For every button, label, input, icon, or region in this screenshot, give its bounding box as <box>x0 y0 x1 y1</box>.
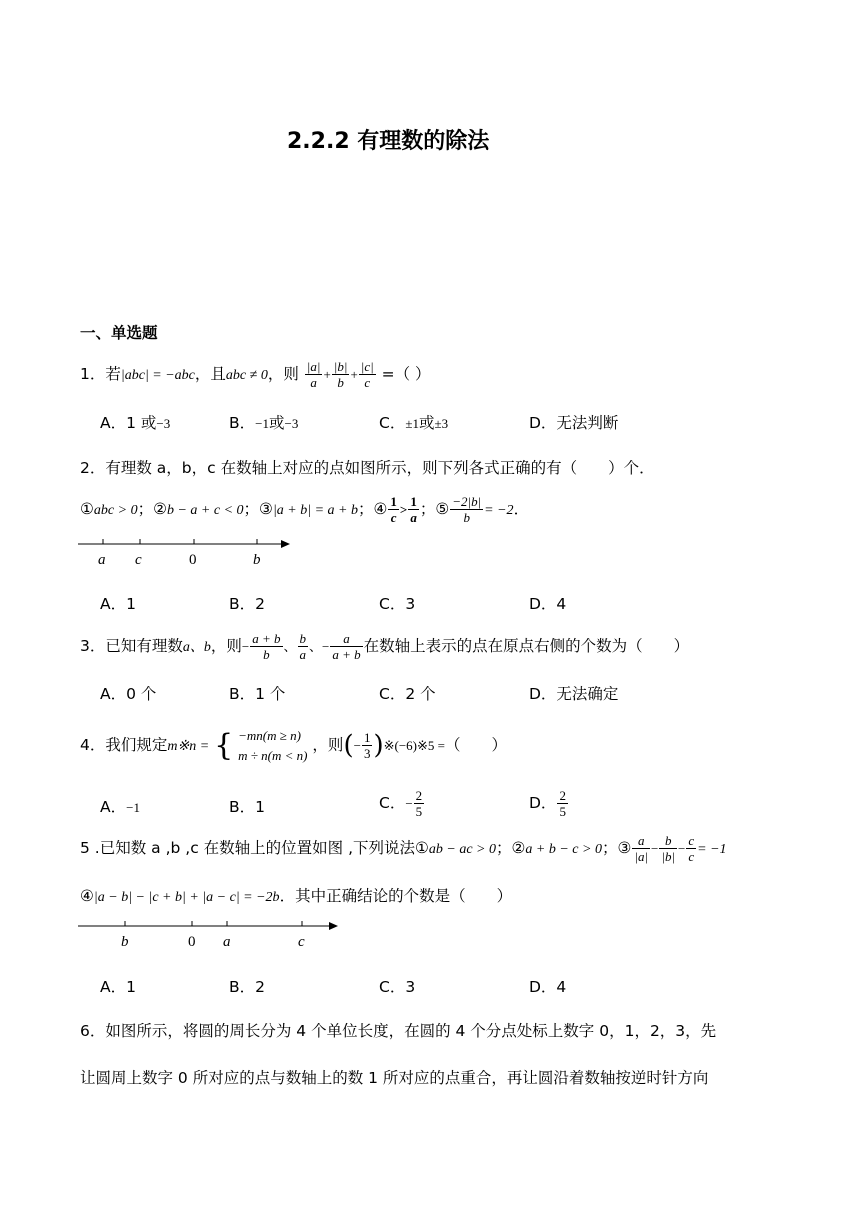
q3-option-b[interactable]: B．1 个 <box>229 685 286 703</box>
q5-axis-label-c: c <box>298 934 305 950</box>
q3-option-d[interactable]: D．无法确定 <box>529 685 619 703</box>
q5-option-d[interactable]: D．4 <box>529 978 567 996</box>
q1-number: 1．若 <box>80 365 121 383</box>
q2-number-line <box>76 534 296 570</box>
q3-option-c[interactable]: C．2 个 <box>379 685 436 703</box>
q5-axis-label-b: b <box>121 934 129 950</box>
q2-fraction-1c: $\frac{1}{c}$ <box>390 494 397 525</box>
question-5-stem-line2: ④|a − b| − |c + b| + |a − c| = −2b．其中正确结论的个数是（ ） <box>80 887 513 905</box>
q4-fraction: $\frac{1}{3}$ <box>363 730 371 761</box>
section-heading: 一、单选题 <box>80 324 158 342</box>
q1-option-c[interactable]: C．±1或±3 <box>379 414 449 432</box>
q2-fraction-5: $\frac{-2|b|}{b}$ <box>452 494 482 525</box>
q1-tail: =（ ） <box>381 365 431 383</box>
q5-option-c[interactable]: C．3 <box>379 978 416 996</box>
q3-fraction-2: $\frac{b}{a}$ <box>299 631 307 662</box>
q1-option-a[interactable]: A．1 或−3 <box>100 414 171 432</box>
q5-fraction-a: $\frac{a}{|a|}$ <box>634 833 649 864</box>
q2-axis-label-zero: 0 <box>189 552 197 568</box>
q1-mid2: ，则 <box>267 365 299 383</box>
q5-axis-label-zero: 0 <box>188 934 196 950</box>
q2-axis-label-c: c <box>135 552 142 568</box>
q2-axis-label-a: a <box>98 552 106 568</box>
question-5-stem-line1: 5 .已知数 a ,b ,c 在数轴上的位置如图 ,下列说法①ab − ac > 0；②a + b − c > 0；③ $\frac{a}{|a|}$ − $\frac{b}{|b|}$ − $\frac{c}{c}$ = −1 <box>80 833 727 864</box>
q1-option-d[interactable]: D．无法判断 <box>529 414 619 432</box>
question-6-line2: 让圆周上数字 0 所对应的点与数轴上的数 1 所对应的点重合，再让圆沿着数轴按逆时针方向 <box>80 1069 709 1087</box>
question-2-stem: 2．有理数 a，b，c 在数轴上对应的点如图所示，则下列各式正确的有（ ）个． <box>80 459 655 477</box>
q1-expr2: abc ≠ 0 <box>225 368 268 383</box>
question-6-line1: 6．如图所示，将圆的周长分为 4 个单位长度，在圆的 4 个分点处标上数字 0，1，2，3，先 <box>80 1022 717 1040</box>
q5-number-line <box>76 916 346 952</box>
page-title: 2.2.2 有理数的除法 <box>287 129 490 154</box>
q2-option-d[interactable]: D．4 <box>529 595 567 613</box>
q1-fraction-c: $\frac{|c|}{c}$ <box>360 359 374 390</box>
q4-option-a[interactable]: A．−1 <box>100 798 140 816</box>
q2-option-b[interactable]: B．2 <box>229 595 265 613</box>
q4-option-b[interactable]: B．1 <box>229 798 265 816</box>
q5-option-a[interactable]: A．1 <box>100 978 136 996</box>
q3-fraction-1: $\frac{a + b}{b}$ <box>252 631 281 662</box>
q2-option-c[interactable]: C．3 <box>379 595 416 613</box>
q4-piecewise: −mn(m ≥ n) m ÷ n(m < n) <box>238 727 308 763</box>
q1-fraction-a: $\frac{|a|}{a}$ <box>306 359 321 390</box>
q5-fraction-c: $\frac{c}{c}$ <box>688 833 695 864</box>
q1-option-b[interactable]: B．−1或−3 <box>229 414 299 432</box>
question-3-stem: 3．已知有理数a、b，则− $\frac{a + b}{b}$ 、 $\frac{b}{a}$ 、− $\frac{a}{a + b}$ 在数轴上表示的点在原点右侧的个数为（ ） <box>80 631 690 662</box>
question-4-stem: 4．我们规定m※n = { −mn(m ≥ n) m ÷ n(m < n) ，则(− $\frac{1}{3}$ )※(−6)※5 =（ ） <box>80 720 507 770</box>
q1-fraction-b: $\frac{|b|}{b}$ <box>333 359 348 390</box>
q5-option-b[interactable]: B．2 <box>229 978 265 996</box>
q5-fraction-b: $\frac{b}{|b|}$ <box>661 833 676 864</box>
q4-option-d[interactable]: D． $\frac{2}{5}$ <box>529 788 566 819</box>
q2-option-a[interactable]: A．1 <box>100 595 136 613</box>
q2-fraction-1a: $\frac{1}{a}$ <box>410 494 417 525</box>
question-2-statements: ①abc > 0；②b − a + c < 0；③|a + b| = a + b；④ $\frac{1}{c}$ > $\frac{1}{a}$ ；⑤ $\frac{-2|b|}{b}$ = −2． <box>80 494 530 525</box>
q3-option-a[interactable]: A．0 个 <box>100 685 157 703</box>
question-1-stem: 1．若|abc| = −abc，且abc ≠ 0，则 $\frac{|a|}{a}$ + $\frac{|b|}{b}$ + $\frac{|c|}{c}$ =（ ） <box>80 359 431 390</box>
q3-fraction-3: $\frac{a}{a + b}$ <box>332 631 361 662</box>
q1-expr1: |abc| = −abc <box>120 368 195 383</box>
q5-axis-label-a: a <box>223 934 231 950</box>
q1-mid1: ，且 <box>194 365 226 383</box>
q4-option-c[interactable]: C．− $\frac{2}{5}$ <box>379 788 423 819</box>
q2-axis-label-b: b <box>253 552 261 568</box>
